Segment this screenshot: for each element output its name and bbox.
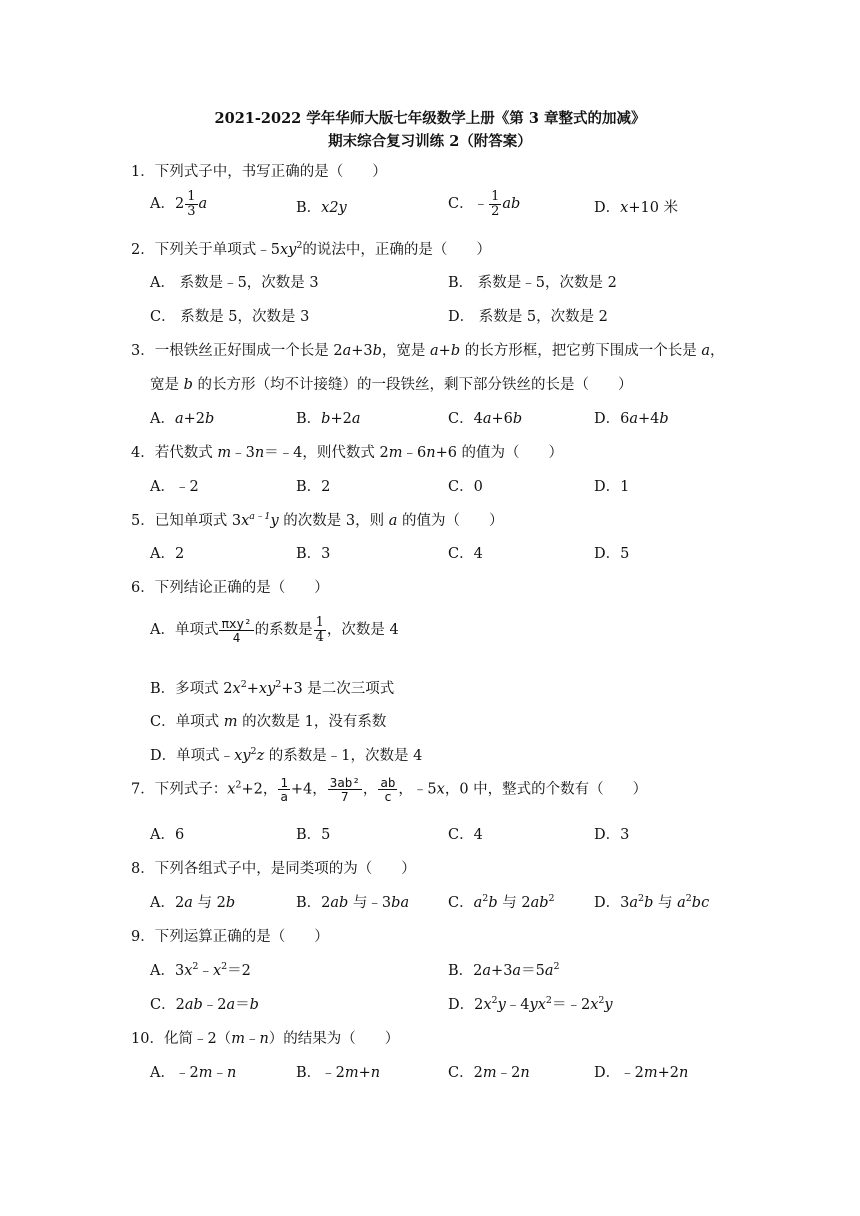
question-10-option-c: C．2m﹣2n <box>448 1065 530 1081</box>
question-6-option-a: A．单项式 $\frac{\text{πxy²}}{4}$ 的系数是 $\frac{1}{4}$ ，次数是 4 <box>150 615 399 645</box>
question-1-option-b: B．x2y <box>296 200 347 216</box>
question-3-option-a: A．a+2b <box>150 411 215 427</box>
question-10-option-d: D．﹣2m+2n <box>594 1065 689 1081</box>
document-title-line1: 2021-2022 学年华师大版七年级数学上册《第 3 章整式的加减》 <box>214 110 646 127</box>
question-9-option-b: B．$2a+3a=5a^2$ <box>448 961 560 979</box>
question-2-option-d: D． 系数是 5，次数是 2 <box>448 309 608 325</box>
question-2-stem: 2．下列关于单项式$﹣5xy^2$的说法中，正确的是（ ） <box>131 240 491 258</box>
question-4-stem: 4．若代数式 m﹣3n＝﹣4，则代数式 2m﹣6n+6 的值为（ ） <box>131 445 564 461</box>
question-8-option-d: D．$3a^2b$ 与 $a^2bc$ <box>594 893 710 911</box>
question-2-option-a: A． 系数是﹣5，次数是 3 <box>150 275 319 291</box>
question-5-option-b: B．3 <box>296 546 331 562</box>
question-7-stem: 7．下列式子：$x^2+2$， $\frac{1}{a}$ +4， $\frac{\text{3ab²}}{7}$ ， $\frac{ab}{c}$ ，﹣5x，0 中，整式的个数有（ ） <box>131 775 648 805</box>
question-7-option-b: B．5 <box>296 827 331 843</box>
question-8-option-c: C．$a^2b$ 与 $2ab^2$ <box>448 893 555 911</box>
question-5-option-c: C．4 <box>448 546 483 562</box>
question-6-option-b: B．多项式 $2x^2+xy^2+3$ 是二次三项式 <box>150 679 395 697</box>
question-2-option-c: C． 系数是 5，次数是 3 <box>150 309 310 325</box>
question-4-option-c: C．0 <box>448 479 483 495</box>
question-9-stem: 9．下列运算正确的是（ ） <box>131 929 329 945</box>
question-3-stem-line1: 3．一根铁丝正好围成一个长是 2a+3b，宽是 a+b 的长方形框，把它剪下围成一个长是 a， <box>131 343 725 359</box>
question-10-stem: 10．化简﹣2（m﹣n）的结果为（ ） <box>131 1031 400 1047</box>
question-3-option-b: B．b+2a <box>296 411 361 427</box>
question-3-option-c: C．4a+6b <box>448 411 523 427</box>
question-4-option-d: D．1 <box>594 479 630 495</box>
question-7-option-d: D．3 <box>594 827 630 843</box>
question-7-option-c: C．4 <box>448 827 483 843</box>
question-5-option-d: D．5 <box>594 546 630 562</box>
question-9-option-a: A．$3x^2﹣x^2=2$ <box>150 961 251 979</box>
question-8-stem: 8．下列各组式子中，是同类项的为（ ） <box>131 861 416 877</box>
question-5-option-a: A．2 <box>150 546 185 562</box>
question-5-stem: 5．已知单项式 $3x^{a﹣1}y$ 的次数是 3，则 a 的值为（ ） <box>131 511 504 529</box>
question-4-option-a: A．﹣2 <box>150 479 199 495</box>
question-1-stem: 1．下列式子中，书写正确的是（ ） <box>131 164 387 180</box>
document-title-line2: 期末综合复习训练 2（附答案） <box>328 133 532 150</box>
question-3-option-d: D．6a+4b <box>594 411 669 427</box>
question-3-stem-line2: 宽是 b 的长方形（均不计接缝）的一段铁丝，剩下部分铁丝的长是（ ） <box>150 377 633 393</box>
question-7-option-a: A．6 <box>150 827 185 843</box>
question-6-option-d: D．单项式$﹣xy^2z$ 的系数是﹣1，次数是 4 <box>150 746 423 764</box>
question-9-option-d: D．$2x^2y﹣4yx^2=﹣2x^2y$ <box>448 995 613 1013</box>
question-6-option-c: C．单项式 m 的次数是 1，没有系数 <box>150 714 387 730</box>
question-8-option-a: A．2a 与 2b <box>150 895 236 911</box>
question-10-option-a: A．﹣2m﹣n <box>150 1065 237 1081</box>
question-9-option-c: C．2ab﹣2a＝b <box>150 997 259 1013</box>
question-6-stem: 6．下列结论正确的是（ ） <box>131 580 329 596</box>
question-1-option-a: A．2 $\frac{1}{3}$ a <box>150 189 208 219</box>
question-1-option-d: D．x+10 米 <box>594 200 679 216</box>
question-1-option-c: C．﹣ $\frac{1}{2}$ ab <box>448 189 521 219</box>
question-2-option-b: B． 系数是﹣5，次数是 2 <box>448 275 617 291</box>
question-8-option-b: B．2ab 与﹣3ba <box>296 895 410 911</box>
question-4-option-b: B．2 <box>296 479 331 495</box>
question-10-option-b: B．﹣2m+n <box>296 1065 381 1081</box>
